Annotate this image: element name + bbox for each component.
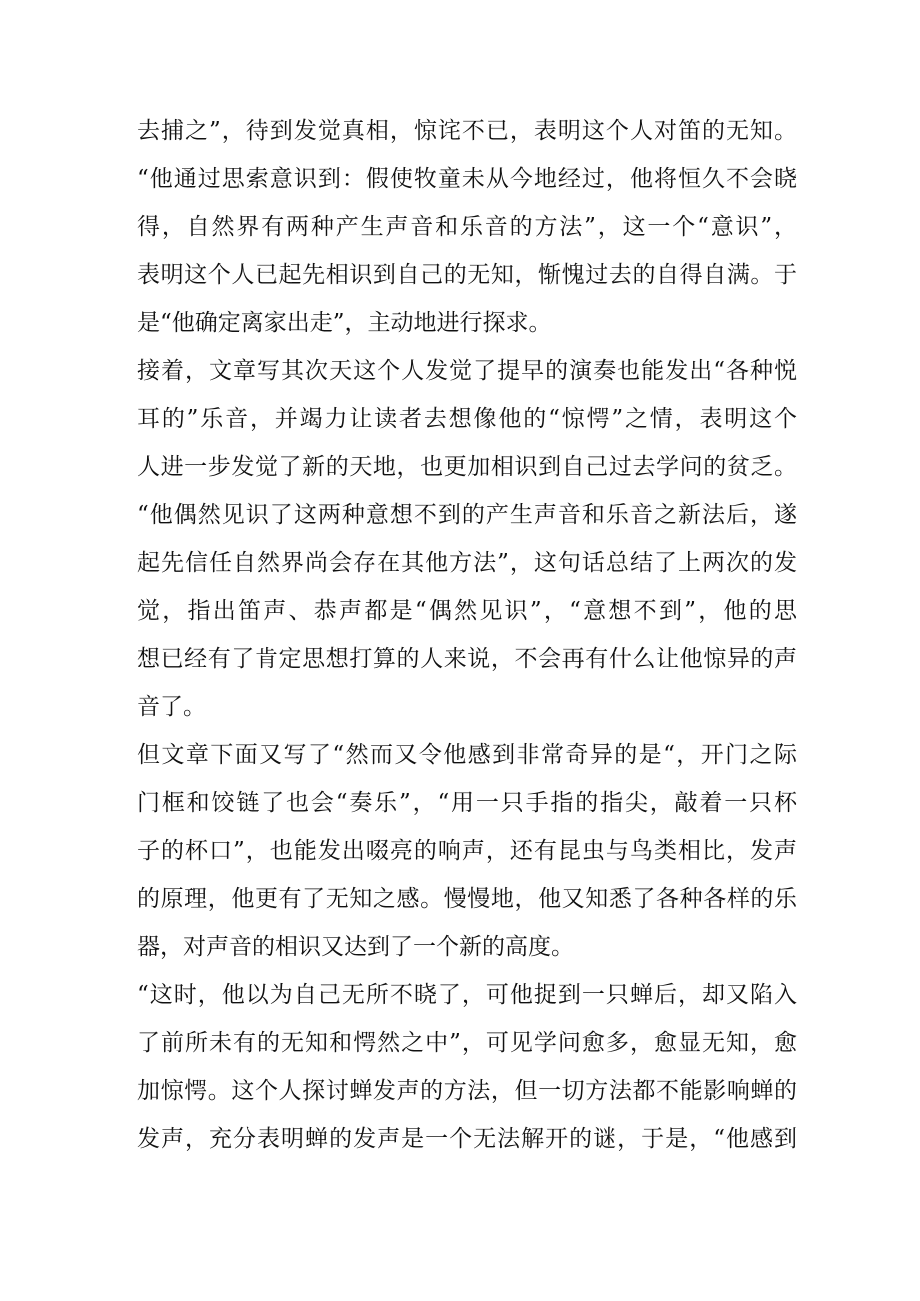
text-line: 接着，文章写其次天这个人发觉了提早的演奏也能发出“各种悦 xyxy=(137,358,797,384)
text-line: 是“他确定离家出走”，主动地进行探求。 xyxy=(137,310,552,336)
text-line: 器，对声音的相识又达到了一个新的高度。 xyxy=(137,934,574,960)
text-line: 的原理，他更有了无知之感。慢慢地，他又知悉了各种各样的乐 xyxy=(137,886,797,912)
text-line: 想已经有了肯定思想打算的人来说，不会再有什么让他惊异的声 xyxy=(137,646,797,672)
text-line: “这时，他以为自己无所不晓了，可他捉到一只蝉后，却又陷入 xyxy=(137,982,797,1008)
text-line: 发声，充分表明蝉的发声是一个无法解开的谜，于是，“他感到 xyxy=(137,1126,797,1152)
text-line: 音了。 xyxy=(137,694,206,720)
text-line: 了前所未有的无知和愕然之中”，可见学问愈多，愈显无知，愈 xyxy=(137,1030,797,1056)
text-line: 觉，指出笛声、恭声都是“偶然见识”，“意想不到”，他的思 xyxy=(137,598,797,624)
text-line: 门框和饺链了也会“奏乐”，“用一只手指的指尖，敲着一只杯 xyxy=(137,790,797,816)
text-line: 人进一步发觉了新的天地，也更加相识到自己过去学问的贫乏。 xyxy=(137,454,797,480)
text-line: “他偶然见识了这两种意想不到的产生声音和乐音之新法后，遂 xyxy=(137,502,797,528)
text-line: 加惊愕。这个人探讨蝉发声的方法，但一切方法都不能影响蝉的 xyxy=(137,1078,797,1104)
text-line: 起先信任自然界尚会存在其他方法”，这句话总结了上两次的发 xyxy=(137,550,797,576)
text-line: “他通过思索意识到：假使牧童未从今地经过，他将恒久不会晓 xyxy=(137,166,797,192)
text-line: 表明这个人已起先相识到自己的无知，惭愧过去的自得自满。于 xyxy=(137,262,797,288)
text-line: 子的杯口”，也能发出啜亮的响声，还有昆虫与鸟类相比，发声 xyxy=(137,838,797,864)
text-line: 耳的”乐音，并竭力让读者去想像他的“惊愕”之情，表明这个 xyxy=(137,406,797,432)
text-line: 去捕之”，待到发觉真相，惊诧不已，表明这个人对笛的无知。 xyxy=(137,118,797,144)
text-line: 但文章下面又写了“然而又令他感到非常奇异的是“，开门之际 xyxy=(137,742,797,768)
text-line: 得，自然界有两种产生声音和乐音的方法”，这一个“意识”， xyxy=(137,214,797,240)
